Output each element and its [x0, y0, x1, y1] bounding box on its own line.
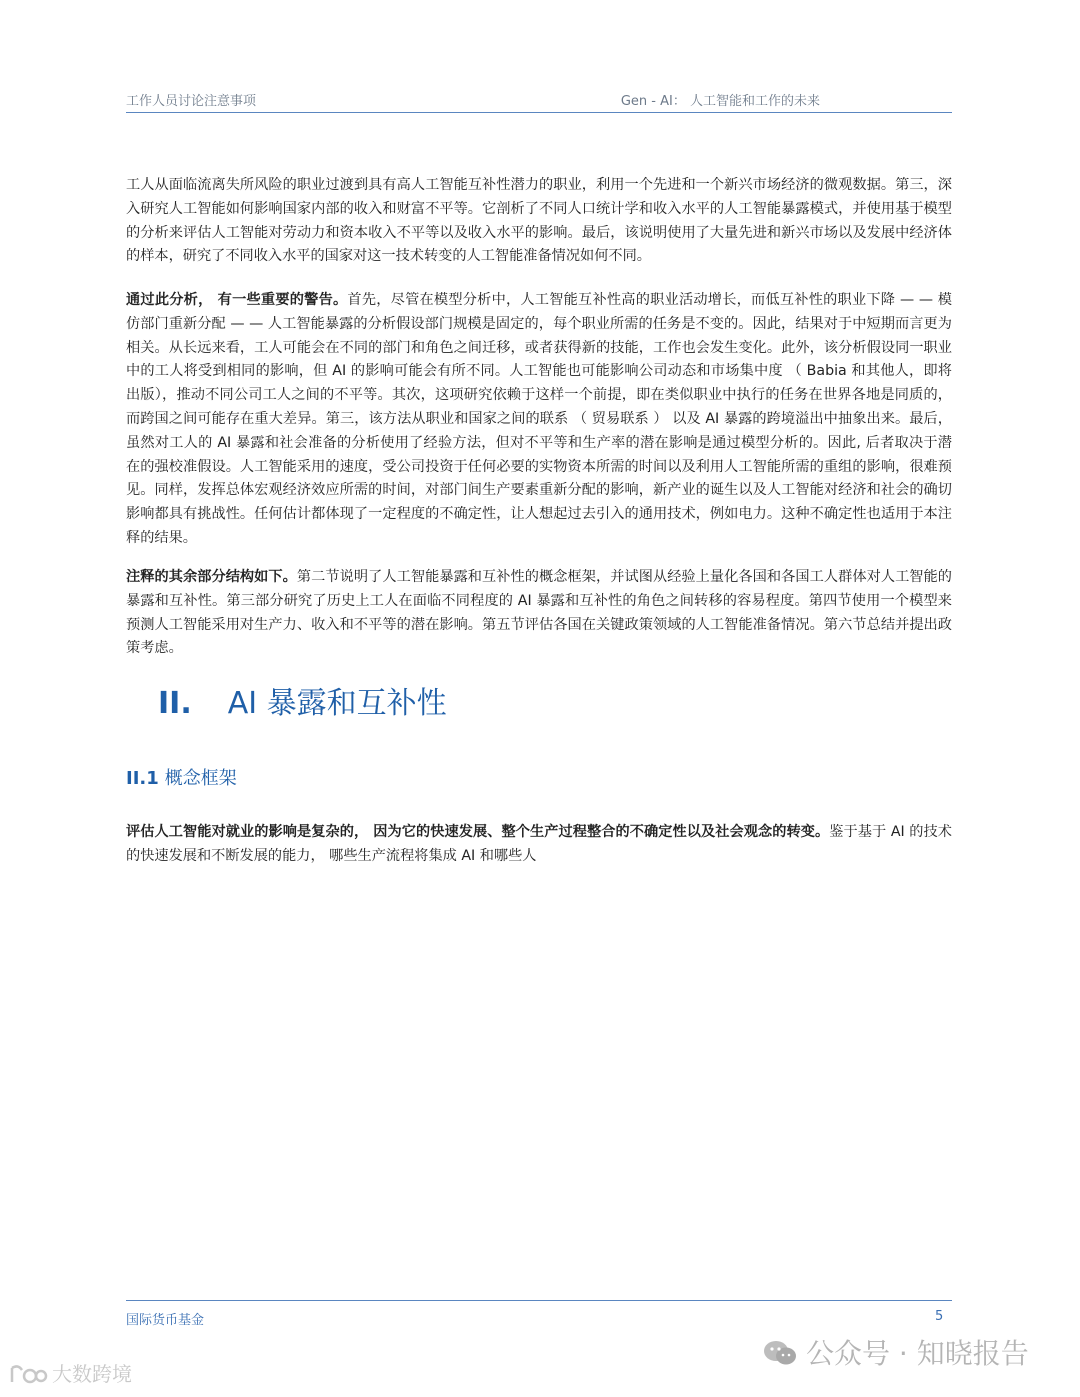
- section-number: II.: [158, 686, 192, 721]
- running-header: [126, 88, 952, 112]
- paragraph-3: [126, 566, 952, 661]
- watermark-left: [8, 1358, 132, 1390]
- wechat-icon: [762, 1338, 798, 1366]
- paragraph-4-lead: 评估人工智能对就业的影响是复杂的， 因为它的快速发展、整个生产过程整合的不确定性以及社会观念的转变。: [126, 824, 830, 840]
- paragraph-1-text: 工人从面临流离失所风险的职业过渡到具有高人工智能互补性潜力的职业，利用一个先进和一个新兴市场经济的微观数据。第三，深入研究人工智能如何影响国家内部的收入和财富不平等。它剖析了不同人口统计学和收入水平的人工智能暴露模式，并使用基于模型的分析来评估人工智能对劳动力和资本收入不平等以及收入水平的影响。最后，该说明使用了大量先进和新兴市场以及发展中经济体的样本，研究了不同收入水平的国家对这一技术转变的人工智能准备情况如何不同。: [126, 177, 952, 265]
- header-right: Gen - AI： 人工智能和工作的未来: [620, 94, 820, 109]
- paragraph-3-text: 第二节说明了人工智能暴露和互补性的概念框架，并试图从经验上量化各国和各国工人群体对人工智能的暴露和互补性。第三部分研究了历史上工人在面临不同程度的 AI 暴露和互补性的角色之间转移的容易程度。第四节使用一个模型来预测人工智能采用对生产力、收入和不平等的潜在影响。第五节评估各国在关键政策领域的人工智能准备情况。第六节总结并提出政策考虑。: [126, 569, 952, 657]
- paragraph-2-text: 首先，尽管在模型分析中，人工智能互补性高的职业活动增长，而低互补性的职业下降 — — 模仿部门重新分配 — — 人工智能暴露的分析假设部门规模是固定的，每个职业所需的任务是不变的。因此，结果对于中短期而言更为相关。从长远来看，工人可能会在不同的部门和角色之间迁移，或者获得新的技能，工作也会发生变化。此外，该分析假设同一职业中的工人将受到相同的影响，但 AI 的影响可能会有所不同。人工智能也可能影响公司动态和市场集中度 （ Babia 和其他人，即将出版），推动不同公司工人之间的不平等。其次，这项研究依赖于这样一个前提，即在类似职业中执行的任务在世界各地是同质的，而跨国之间可能存在重大差异。第三，该方法从职业和国家之间的联系 （ 贸易联系 ） 以及 AI 暴露的跨境溢出中抽象出来。最后，虽然对工人的 AI 暴露和社会准备的分析使用了经验方法，但对不平等和生产率的潜在影响是通过模型分析的。因此, 后者取决于潜在的强校准假设。人工智能采用的速度，受公司投资于任何必要的实物资本所需的时间以及利用人工智能所需的重组的影响，很难预见。同样，发挥总体宏观经济效应所需的时间，对部门间生产要素重新分配的影响，新产业的诞生以及人工智能对经济和社会的确切影响都具有挑战性。任何估计都体现了一定程度的不确定性，让人想起过去引入的通用技术，例如电力。这种不确定性也适用于本注释的结果。: [126, 292, 952, 546]
- paragraph-2: [126, 289, 952, 551]
- header-left: 工作人员讨论注意事项: [126, 94, 257, 109]
- footer-rule: [126, 1300, 952, 1301]
- paragraph-4-text: 鉴于基于 AI 的技术的快速发展和不断发展的能力， 哪些生产流程将集成 AI 和哪些人: [126, 824, 952, 864]
- paragraph-1: [126, 174, 952, 269]
- paragraph-3-lead: 注释的其余部分结构如下。: [126, 569, 297, 585]
- brand-logo-icon: [8, 1362, 48, 1386]
- section-heading: [158, 684, 447, 730]
- watermark-right-text: 公众号 · 知晓报告: [806, 1337, 1029, 1370]
- header-rule: [126, 112, 952, 113]
- paragraph-4: [126, 821, 952, 869]
- watermark-right: [762, 1334, 1029, 1374]
- subsection-number: II.1: [126, 768, 159, 789]
- watermark-left-text: 大数跨境: [52, 1362, 132, 1386]
- section-title: AI 暴露和互补性: [227, 686, 447, 721]
- subsection-title: 概念框架: [164, 768, 237, 789]
- subsection-heading: [126, 766, 237, 792]
- paragraph-2-lead: 通过此分析， 有一些重要的警告。: [126, 292, 348, 308]
- page-number: 5: [935, 1309, 944, 1324]
- footer-org: 国际货币基金: [126, 1313, 205, 1328]
